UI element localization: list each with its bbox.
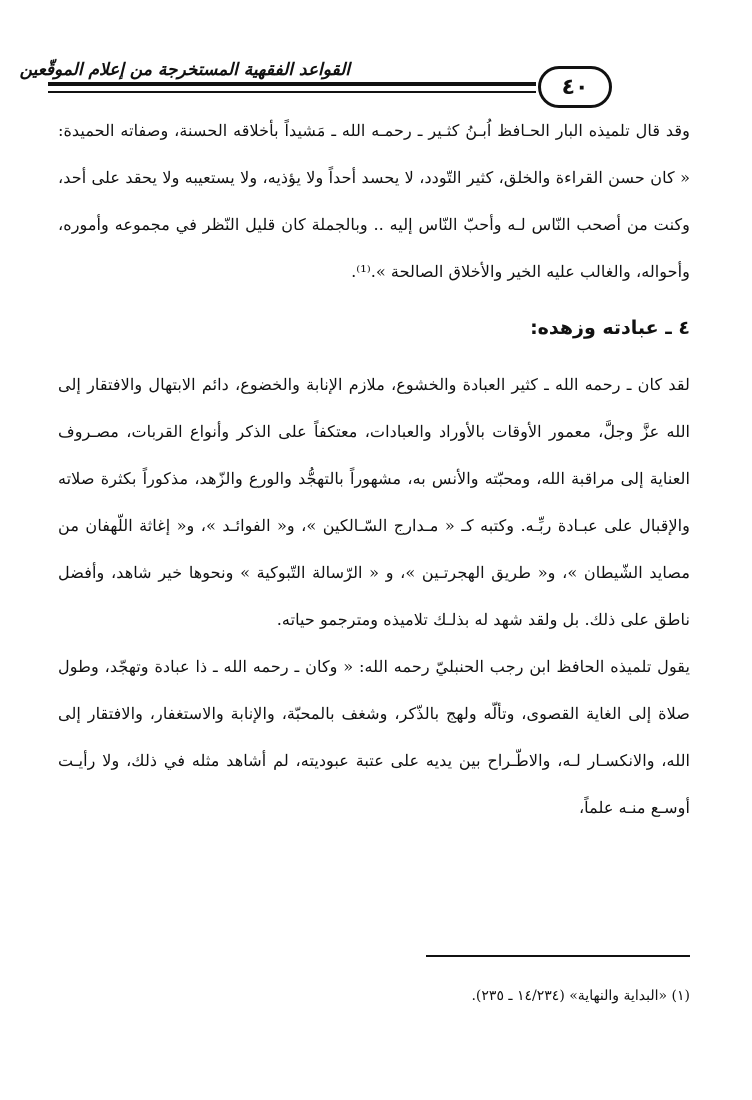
footnote: (١) «البداية والنهاية» (١٤/٢٣٤ ـ ٢٣٥).	[471, 988, 690, 1004]
main-text	[58, 107, 690, 831]
footnote-separator	[426, 955, 690, 957]
page-number: ٤٠	[561, 74, 589, 100]
paragraph-2: لقد كان ـ رحمه الله ـ كثير العبادة والخشوع، ملازم الإنابة والخضوع، دائم الابتهال والافتقار إلى الله عزَّ وجلَّ، معمور الأوقات بالأوراد والعبادات، معتكفاً على الذكر وأنواع القربات، مصـروف العناية إلى مراقبة الله، ومحبّته والأنس به، مشهوراً بالتهجُّد والورع والزّهد، مذكوراً بكثرة صلاته والإقبال على عبـادة ربِّـه. وكتبه كـ « مـدارج السّـالكين »، و« الفوائـد »، و« إغاثة اللّهفان من مصايد الشّيطان »، و« طريق الهجرتـين »، و « الرّسالة التّبوكية » ونحوها خير شاهد، وأفضل ناطق على ذلك. بل ولقد شهد له بذلـك تلاميذه ومترجمو حياته.	[58, 375, 690, 629]
paragraph-1: وقد قال تلميذه البار الحـافظ اُبـنُ كثـير ـ رحمـه الله ـ مَشيداً بأخلاقه الحسنة، وصفاته الحميدة: « كان حسن القراءة والخلق، كثير التّودد، لا يحسد أحداً ولا يؤذيه، ولا يستعيبه ولا يحقد على أحد، وكنت من أصحب النّاس لـه وأحبّ النّاس إليه .. وبالجملة كان قليل النّظر في مجموعه وأموره، وأحواله، والغالب عليه الخير والأخلاق الصالحة ».⁽¹⁾.	[58, 121, 690, 281]
paragraph-3: يقول تلميذه الحافظ ابن رجب الحنبليّ رحمه الله: « وكان ـ رحمه الله ـ ذا عبادة وتهجّد، وطول صلاة إلى الغاية القصوى، وتألّه ولهج بالذّكر، وشغف بالمحبّة، والإنابة والاستغفار، والافتقار إلى الله، والانكسـار لـه، والاطّـراح بين يديه على عتبة عبوديته، لم أشاهد مثله في ذلك، ولا رأيـت أوسـع منـه علماً،	[58, 657, 690, 817]
section-heading: ٤ ـ عبادته وزهده:	[530, 317, 690, 339]
page-number-badge	[538, 66, 612, 108]
running-header	[19, 40, 350, 80]
header-rule-thin	[48, 91, 536, 93]
header-rule-thick	[48, 82, 536, 86]
header-title: القواعد الفقهية المستخرجة من إعلام الموقّعين	[19, 60, 350, 80]
